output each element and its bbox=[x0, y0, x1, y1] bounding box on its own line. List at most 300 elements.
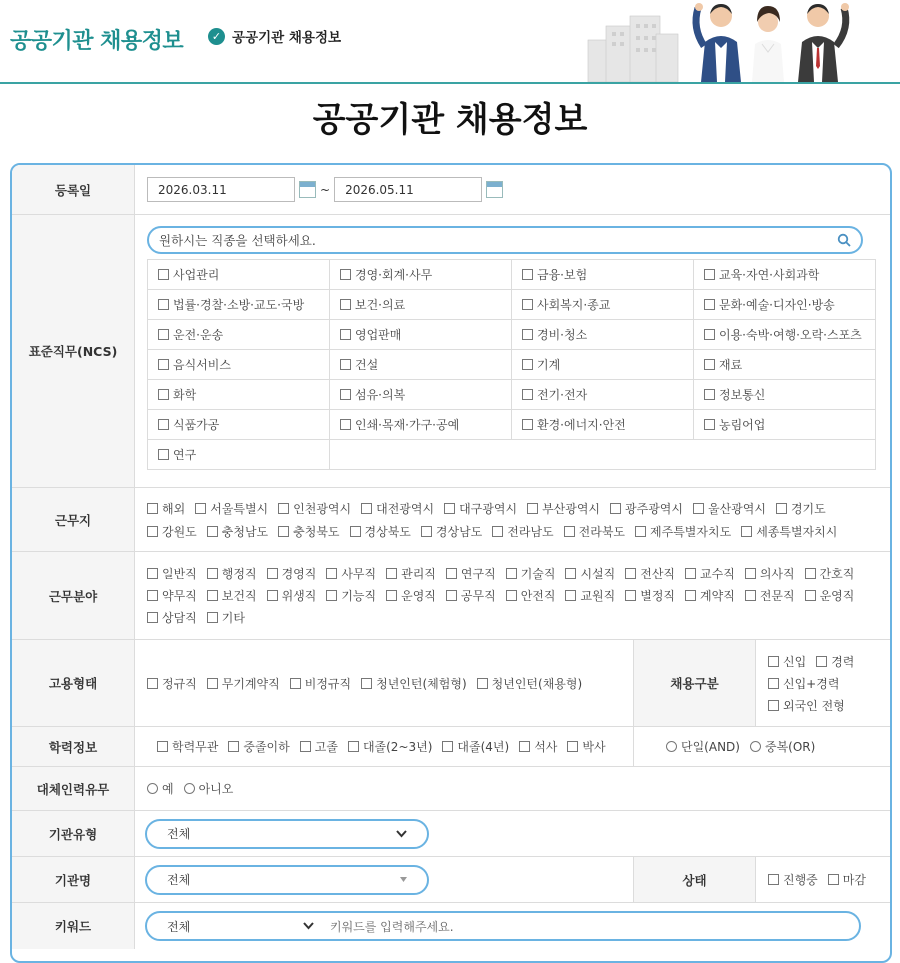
checkbox-icon[interactable] bbox=[350, 526, 361, 537]
location-checkbox[interactable] bbox=[278, 500, 351, 517]
option-label: 섬유·의복 bbox=[355, 388, 406, 402]
education-checkbox[interactable] bbox=[300, 738, 338, 755]
option-label: 예 bbox=[162, 782, 174, 796]
checkbox-icon[interactable] bbox=[776, 503, 787, 514]
site-logo[interactable]: 공공기관 채용정보 bbox=[10, 29, 184, 54]
checkbox-icon[interactable] bbox=[290, 678, 301, 689]
checkbox-icon[interactable] bbox=[158, 389, 169, 400]
option-label: 청년인턴(체험형) bbox=[376, 676, 467, 691]
ncs-checkbox[interactable] bbox=[158, 386, 196, 403]
keyword-input[interactable]: 키워드를 입력해주세요. bbox=[330, 919, 454, 934]
status-checkbox[interactable] bbox=[828, 871, 866, 888]
checkbox-icon[interactable] bbox=[158, 419, 169, 430]
page-title: 공공기관 채용정보 bbox=[312, 100, 588, 140]
checkbox-icon[interactable] bbox=[147, 678, 158, 689]
option-label: 일반직 bbox=[162, 567, 197, 581]
field-checkbox[interactable] bbox=[207, 565, 257, 582]
checkbox-icon[interactable] bbox=[300, 741, 311, 752]
checkbox-icon[interactable] bbox=[158, 299, 169, 310]
reg-date-label: 등록일 bbox=[12, 165, 135, 214]
field-checkbox[interactable] bbox=[625, 565, 675, 582]
status-options bbox=[768, 871, 876, 888]
checkbox-icon[interactable] bbox=[625, 590, 636, 601]
checkbox-icon[interactable] bbox=[704, 269, 715, 280]
calendar-icon[interactable] bbox=[486, 181, 503, 198]
hire-type-checkbox[interactable] bbox=[768, 653, 806, 670]
checkbox-icon[interactable] bbox=[610, 503, 621, 514]
ncs-cell bbox=[148, 410, 330, 440]
substitute-options bbox=[147, 780, 243, 797]
checkbox-icon[interactable] bbox=[361, 503, 372, 514]
keyword-scope-select[interactable]: 전체 bbox=[167, 919, 191, 934]
checkbox-icon[interactable] bbox=[564, 526, 575, 537]
checkbox-icon[interactable] bbox=[693, 503, 704, 514]
checkbox-icon[interactable] bbox=[522, 359, 533, 370]
ncs-cell bbox=[512, 350, 694, 380]
option-label: 행정직 bbox=[221, 567, 257, 581]
hire-type-checkbox[interactable] bbox=[768, 697, 845, 714]
option-label: 정보통신 bbox=[719, 388, 766, 402]
status-checkbox[interactable] bbox=[768, 871, 818, 888]
checkbox-icon[interactable] bbox=[745, 590, 756, 601]
ncs-cell bbox=[512, 260, 694, 290]
checkbox-icon[interactable] bbox=[207, 590, 218, 601]
radio-icon[interactable] bbox=[666, 741, 677, 752]
ncs-checkbox[interactable] bbox=[522, 386, 587, 403]
field-checkbox[interactable] bbox=[685, 565, 735, 582]
checkbox-icon[interactable] bbox=[492, 526, 503, 537]
location-checkbox[interactable] bbox=[278, 523, 339, 540]
checkbox-icon[interactable] bbox=[704, 299, 715, 310]
ncs-checkbox[interactable] bbox=[704, 356, 742, 373]
ncs-checkbox[interactable] bbox=[340, 326, 401, 343]
field-checkbox[interactable] bbox=[267, 565, 317, 582]
field-checkbox[interactable] bbox=[207, 587, 257, 604]
option-label: 중졸이하 bbox=[243, 740, 290, 754]
location-checkbox[interactable] bbox=[741, 523, 837, 540]
end-date-input[interactable]: 2026.05.11 bbox=[334, 177, 482, 202]
ncs-search-placeholder: 원하시는 직종을 선택하세요. bbox=[159, 233, 316, 248]
checkbox-icon[interactable] bbox=[147, 503, 158, 514]
date-separator: ~ bbox=[320, 182, 331, 197]
option-label: 영업판매 bbox=[355, 328, 402, 342]
checkbox-icon[interactable] bbox=[340, 389, 351, 400]
option-label: 약무직 bbox=[162, 589, 197, 603]
option-label: 환경·에너지·안전 bbox=[537, 418, 626, 432]
checkbox-icon[interactable] bbox=[147, 568, 158, 579]
field-checkbox[interactable] bbox=[745, 565, 795, 582]
option-label: 경비·청소 bbox=[537, 328, 588, 342]
hero-people-illustration bbox=[586, 0, 886, 82]
radio-icon[interactable] bbox=[750, 741, 761, 752]
option-label: 강원도 bbox=[162, 524, 197, 539]
checkbox-icon[interactable] bbox=[326, 590, 337, 601]
checkbox-icon[interactable] bbox=[446, 590, 457, 601]
hire-type-checkbox[interactable] bbox=[768, 675, 839, 692]
ncs-checkbox[interactable] bbox=[522, 266, 587, 283]
education-checkbox[interactable] bbox=[228, 738, 289, 755]
option-label: 경상남도 bbox=[435, 524, 483, 539]
education-label: 학력정보 bbox=[12, 727, 135, 766]
option-label: 경기도 bbox=[790, 501, 826, 516]
option-label: 의사직 bbox=[759, 567, 795, 581]
option-label: 아니오 bbox=[198, 782, 234, 796]
checkbox-icon[interactable] bbox=[228, 741, 239, 752]
field-checkbox[interactable] bbox=[147, 609, 197, 626]
checkbox-icon[interactable] bbox=[207, 526, 218, 537]
checkbox-icon[interactable] bbox=[267, 568, 278, 579]
checkbox-icon[interactable] bbox=[340, 359, 351, 370]
option-label: 박사 bbox=[582, 740, 606, 754]
location-checkbox[interactable] bbox=[361, 500, 434, 517]
option-label: 신입 bbox=[783, 654, 807, 669]
option-label: 제주특별자치도 bbox=[650, 524, 732, 539]
option-label: 사업관리 bbox=[173, 268, 220, 282]
field-checkbox[interactable] bbox=[326, 565, 376, 582]
hire-type-options bbox=[768, 653, 888, 714]
org-name-select[interactable] bbox=[145, 865, 429, 895]
ncs-checkbox[interactable] bbox=[704, 416, 765, 433]
ncs-checkbox[interactable] bbox=[158, 296, 304, 313]
option-label: 전라북도 bbox=[578, 524, 626, 539]
employment-checkbox[interactable] bbox=[290, 675, 351, 692]
location-checkbox[interactable] bbox=[693, 500, 766, 517]
checkbox-icon[interactable] bbox=[278, 526, 289, 537]
ncs-checkbox[interactable] bbox=[704, 386, 765, 403]
option-label: 운영직 bbox=[401, 589, 436, 603]
checkbox-icon[interactable] bbox=[207, 568, 218, 579]
row-field bbox=[12, 552, 890, 640]
location-checkbox[interactable] bbox=[147, 500, 185, 517]
field-checkbox[interactable] bbox=[745, 587, 795, 604]
option-label: 고졸 bbox=[314, 740, 338, 754]
checkbox-icon[interactable] bbox=[522, 329, 533, 340]
location-checkbox[interactable] bbox=[195, 500, 268, 517]
checkbox-icon[interactable] bbox=[519, 741, 530, 752]
ncs-cell bbox=[694, 410, 876, 440]
ncs-checkbox[interactable] bbox=[522, 416, 626, 433]
field-checkbox[interactable] bbox=[446, 587, 496, 604]
ncs-cell bbox=[148, 320, 330, 350]
ncs-checkbox[interactable] bbox=[158, 416, 219, 433]
checkbox-icon[interactable] bbox=[340, 329, 351, 340]
ncs-search-input[interactable] bbox=[147, 226, 863, 254]
checkbox-icon[interactable] bbox=[704, 329, 715, 340]
field-checkbox[interactable] bbox=[565, 587, 615, 604]
education-checkbox[interactable] bbox=[442, 738, 509, 755]
location-checkbox[interactable] bbox=[421, 523, 482, 540]
option-label: 신입+경력 bbox=[783, 676, 840, 691]
location-checkbox[interactable] bbox=[147, 523, 197, 540]
calendar-icon[interactable] bbox=[299, 181, 316, 198]
option-label: 충청남도 bbox=[221, 524, 269, 539]
checkbox-icon[interactable] bbox=[816, 656, 827, 667]
employment-checkbox[interactable] bbox=[361, 675, 467, 692]
field-checkbox[interactable] bbox=[446, 565, 496, 582]
ncs-checkbox[interactable] bbox=[522, 296, 610, 313]
employment-options bbox=[147, 675, 592, 692]
ncs-checkbox[interactable] bbox=[340, 386, 405, 403]
checkbox-icon[interactable] bbox=[522, 269, 533, 280]
employment-checkbox[interactable] bbox=[477, 675, 583, 692]
ncs-checkbox[interactable] bbox=[158, 326, 223, 343]
option-label: 기계 bbox=[537, 358, 561, 372]
location-checkbox[interactable] bbox=[492, 523, 553, 540]
ncs-label: 표준직무(NCS) bbox=[12, 215, 135, 487]
location-checkbox[interactable] bbox=[610, 500, 683, 517]
field-label: 근무분야 bbox=[12, 552, 135, 639]
option-label: 시설직 bbox=[580, 567, 616, 581]
ncs-checkbox[interactable] bbox=[340, 356, 378, 373]
checkbox-icon[interactable] bbox=[768, 700, 779, 711]
checkbox-icon[interactable] bbox=[805, 590, 816, 601]
checkbox-icon[interactable] bbox=[828, 874, 839, 885]
row-employment bbox=[12, 640, 890, 727]
checkbox-icon[interactable] bbox=[741, 526, 752, 537]
ncs-checkbox[interactable] bbox=[522, 356, 560, 373]
option-label: 인쇄·목재·가구·공예 bbox=[355, 418, 460, 432]
field-checkbox[interactable] bbox=[386, 587, 436, 604]
ncs-cell bbox=[512, 290, 694, 320]
field-checkbox[interactable] bbox=[207, 609, 245, 626]
checkbox-icon[interactable] bbox=[506, 590, 517, 601]
option-label: 보건·의료 bbox=[355, 298, 406, 312]
hire-type-checkbox[interactable] bbox=[816, 653, 854, 670]
caret-down-icon bbox=[400, 877, 407, 882]
ncs-cell bbox=[330, 350, 512, 380]
education-checkbox[interactable] bbox=[567, 738, 605, 755]
checkbox-icon[interactable] bbox=[522, 419, 533, 430]
checkbox-icon[interactable] bbox=[278, 503, 289, 514]
location-checkbox[interactable] bbox=[527, 500, 600, 517]
option-label: 기타 bbox=[221, 611, 245, 625]
ncs-checkbox[interactable] bbox=[704, 326, 862, 343]
option-label: 학력무관 bbox=[172, 740, 219, 754]
checkbox-icon[interactable] bbox=[157, 741, 168, 752]
option-label: 사회복지·종교 bbox=[537, 298, 611, 312]
field-checkbox[interactable] bbox=[506, 587, 556, 604]
checkbox-icon[interactable] bbox=[267, 590, 278, 601]
checkbox-icon[interactable] bbox=[685, 568, 696, 579]
checkbox-icon[interactable] bbox=[326, 568, 337, 579]
checkbox-icon[interactable] bbox=[340, 269, 351, 280]
option-label: 대졸(4년) bbox=[457, 740, 510, 754]
row-reg-date bbox=[12, 165, 890, 215]
option-label: 관리직 bbox=[401, 567, 436, 581]
checkbox-icon[interactable] bbox=[805, 568, 816, 579]
substitute-radio[interactable] bbox=[184, 780, 234, 797]
ncs-cell bbox=[148, 440, 330, 470]
row-org-type bbox=[12, 811, 890, 857]
checkbox-icon[interactable] bbox=[207, 678, 218, 689]
checkbox-icon[interactable] bbox=[442, 741, 453, 752]
education-checkbox[interactable] bbox=[519, 738, 557, 755]
checkbox-icon[interactable] bbox=[768, 656, 779, 667]
option-label: 별정직 bbox=[640, 589, 676, 603]
ncs-checkbox[interactable] bbox=[704, 266, 819, 283]
checkbox-icon[interactable] bbox=[147, 590, 158, 601]
checkbox-icon[interactable] bbox=[565, 568, 576, 579]
chevron-down-icon[interactable] bbox=[303, 922, 314, 930]
field-checkbox[interactable] bbox=[685, 587, 735, 604]
keyword-label: 키워드 bbox=[12, 903, 135, 949]
option-label: 기능직 bbox=[341, 589, 377, 603]
checkbox-icon[interactable] bbox=[444, 503, 455, 514]
option-label: 대전광역시 bbox=[376, 501, 435, 516]
option-label: 농림어업 bbox=[719, 418, 766, 432]
checkbox-icon[interactable] bbox=[745, 568, 756, 579]
field-checkbox[interactable] bbox=[147, 587, 197, 604]
ncs-cell bbox=[148, 260, 330, 290]
radio-icon[interactable] bbox=[147, 783, 158, 794]
option-label: 보건직 bbox=[221, 589, 257, 603]
location-checkbox[interactable] bbox=[635, 523, 731, 540]
field-checkbox[interactable] bbox=[805, 587, 855, 604]
checkbox-icon[interactable] bbox=[768, 874, 779, 885]
checkbox-icon[interactable] bbox=[685, 590, 696, 601]
checkbox-icon[interactable] bbox=[421, 526, 432, 537]
location-label: 근무지 bbox=[12, 488, 135, 551]
option-label: 이용·숙박·여행·오락·스포츠 bbox=[719, 328, 862, 342]
option-label: 석사 bbox=[534, 740, 558, 754]
ncs-checkbox[interactable] bbox=[704, 296, 835, 313]
org-type-select[interactable] bbox=[145, 819, 429, 849]
location-checkbox[interactable] bbox=[207, 523, 268, 540]
ncs-checkbox[interactable] bbox=[522, 326, 587, 343]
ncs-cell bbox=[330, 410, 512, 440]
row-location bbox=[12, 488, 890, 552]
location-checkbox[interactable] bbox=[564, 523, 625, 540]
checkbox-icon[interactable] bbox=[340, 419, 351, 430]
location-options bbox=[147, 500, 878, 540]
employment-checkbox[interactable] bbox=[147, 675, 197, 692]
education-mode-radio[interactable] bbox=[750, 738, 815, 755]
row-keyword bbox=[12, 903, 890, 949]
start-date-input[interactable]: 2026.03.11 bbox=[147, 177, 295, 202]
location-checkbox[interactable] bbox=[350, 523, 411, 540]
checkbox-icon[interactable] bbox=[158, 449, 169, 460]
checkbox-icon[interactable] bbox=[348, 741, 359, 752]
education-checkbox[interactable] bbox=[348, 738, 432, 755]
checkbox-icon[interactable] bbox=[522, 389, 533, 400]
option-label: 대구광역시 bbox=[459, 501, 518, 516]
search-icon[interactable] bbox=[837, 233, 851, 247]
field-checkbox[interactable] bbox=[805, 565, 855, 582]
option-label: 화학 bbox=[173, 388, 197, 402]
checkbox-icon[interactable] bbox=[361, 678, 372, 689]
checkbox-icon[interactable] bbox=[158, 359, 169, 370]
checkbox-icon[interactable] bbox=[506, 568, 517, 579]
checkbox-icon[interactable] bbox=[567, 741, 578, 752]
checkbox-icon[interactable] bbox=[158, 269, 169, 280]
location-checkbox[interactable] bbox=[776, 500, 826, 517]
option-label: 비정규직 bbox=[304, 676, 352, 691]
field-checkbox[interactable] bbox=[386, 565, 436, 582]
option-label: 법률·경찰·소방·교도·국방 bbox=[173, 298, 305, 312]
education-mode-radio[interactable] bbox=[666, 738, 740, 755]
field-checkbox[interactable] bbox=[267, 587, 317, 604]
ncs-checkbox[interactable] bbox=[340, 416, 459, 433]
option-label: 위생직 bbox=[281, 589, 317, 603]
chevron-down-icon bbox=[396, 830, 407, 838]
option-label: 전산직 bbox=[640, 567, 676, 581]
option-label: 세종특별자치시 bbox=[756, 524, 838, 539]
ncs-cell bbox=[694, 380, 876, 410]
ncs-checkbox[interactable] bbox=[158, 266, 219, 283]
option-label: 간호직 bbox=[819, 567, 855, 581]
checkbox-icon[interactable] bbox=[446, 568, 457, 579]
checkbox-icon[interactable] bbox=[704, 419, 715, 430]
option-label: 연구직 bbox=[460, 567, 496, 581]
education-checkbox[interactable] bbox=[157, 738, 218, 755]
checkbox-icon[interactable] bbox=[625, 568, 636, 579]
location-checkbox[interactable] bbox=[444, 500, 517, 517]
checkbox-icon[interactable] bbox=[158, 329, 169, 340]
checkbox-icon[interactable] bbox=[565, 590, 576, 601]
option-label: 마감 bbox=[842, 873, 866, 887]
row-org-name bbox=[12, 857, 890, 903]
ncs-checkbox[interactable] bbox=[158, 356, 231, 373]
radio-icon[interactable] bbox=[184, 783, 195, 794]
checkbox-icon[interactable] bbox=[477, 678, 488, 689]
ncs-cell bbox=[694, 350, 876, 380]
checkbox-icon[interactable] bbox=[527, 503, 538, 514]
breadcrumb-label[interactable]: 공공기관 채용정보 bbox=[232, 30, 342, 46]
ncs-checkbox[interactable] bbox=[340, 266, 432, 283]
checkbox-icon[interactable] bbox=[386, 590, 397, 601]
option-label: 대졸(2~3년) bbox=[362, 740, 433, 754]
ncs-checkbox[interactable] bbox=[158, 446, 196, 463]
checkbox-icon[interactable] bbox=[704, 359, 715, 370]
option-label: 금융·보험 bbox=[537, 268, 588, 282]
ncs-cell bbox=[512, 410, 694, 440]
employment-checkbox[interactable] bbox=[207, 675, 280, 692]
field-checkbox[interactable] bbox=[147, 565, 197, 582]
checkbox-icon[interactable] bbox=[147, 612, 158, 623]
check-circle-icon: ✓ bbox=[208, 28, 225, 45]
row-substitute bbox=[12, 767, 890, 811]
ncs-checkbox[interactable] bbox=[340, 296, 405, 313]
checkbox-icon[interactable] bbox=[635, 526, 646, 537]
education-options bbox=[157, 738, 616, 755]
field-checkbox[interactable] bbox=[625, 587, 675, 604]
ncs-cell bbox=[694, 260, 876, 290]
checkbox-icon[interactable] bbox=[386, 568, 397, 579]
checkbox-icon[interactable] bbox=[207, 612, 218, 623]
checkbox-icon[interactable] bbox=[147, 526, 158, 537]
checkbox-icon[interactable] bbox=[195, 503, 206, 514]
field-checkbox[interactable] bbox=[565, 565, 615, 582]
checkbox-icon[interactable] bbox=[522, 299, 533, 310]
option-label: 식품가공 bbox=[173, 418, 220, 432]
checkbox-icon[interactable] bbox=[340, 299, 351, 310]
option-label: 교원직 bbox=[580, 589, 616, 603]
org-type-label: 기관유형 bbox=[12, 811, 135, 856]
option-label: 운전·운송 bbox=[173, 328, 224, 342]
org-name-label: 기관명 bbox=[12, 857, 135, 902]
org-type-value: 전체 bbox=[167, 827, 191, 841]
option-label: 문화·예술·디자인·방송 bbox=[719, 298, 835, 312]
hire-type-label: 채용구분 bbox=[633, 640, 756, 726]
checkbox-icon[interactable] bbox=[768, 678, 779, 689]
ncs-cell bbox=[148, 350, 330, 380]
option-label: 단일(AND) bbox=[681, 740, 740, 754]
checkbox-icon[interactable] bbox=[704, 389, 715, 400]
option-label: 울산광역시 bbox=[708, 501, 766, 516]
field-checkbox[interactable] bbox=[326, 587, 376, 604]
substitute-radio[interactable] bbox=[147, 780, 174, 797]
field-checkbox[interactable] bbox=[506, 565, 556, 582]
